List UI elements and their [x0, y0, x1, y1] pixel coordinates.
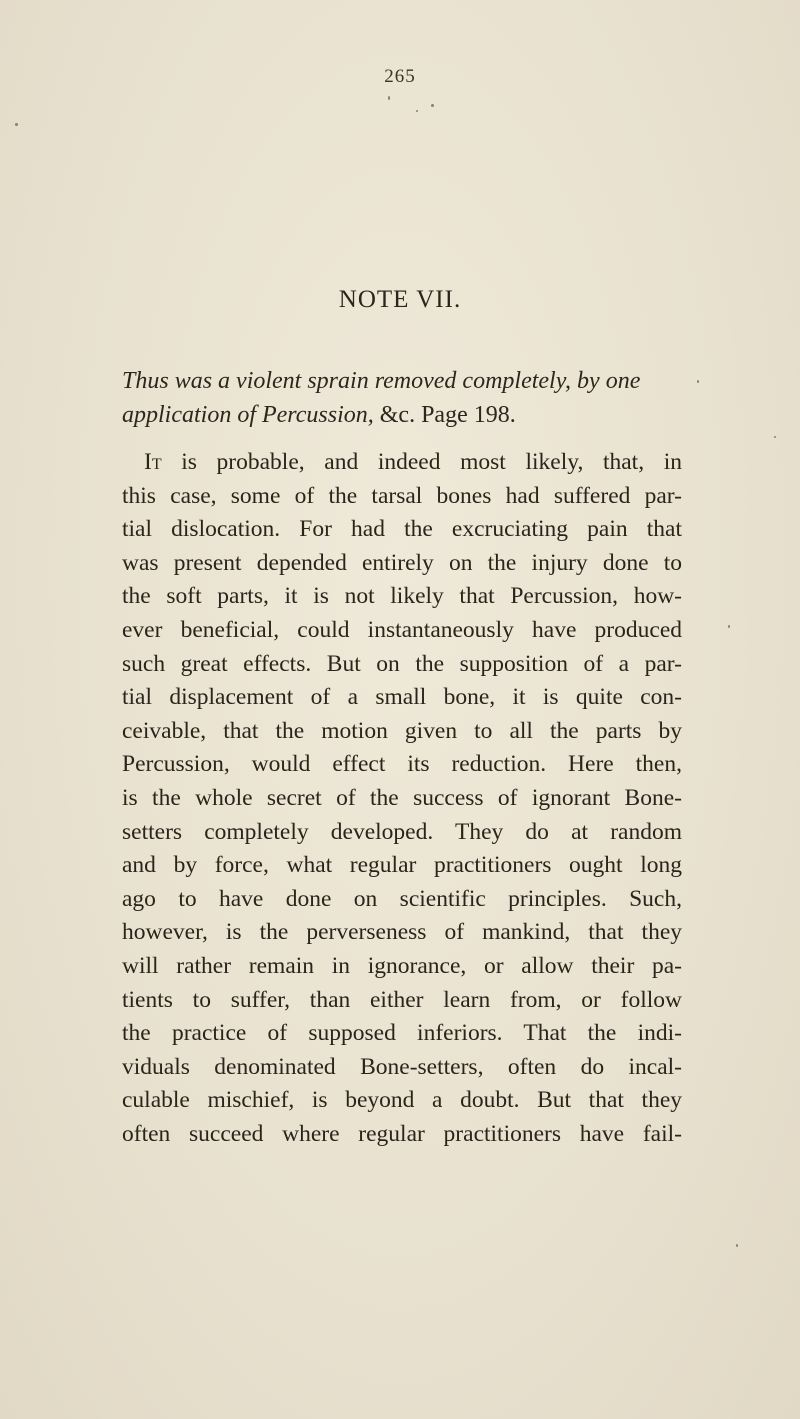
epigraph-line-2 — [122, 398, 682, 432]
body-line-8: tial displacement of a small bone, it is quite con- — [122, 684, 682, 711]
body-line-1: It is probable, and indeed most likely, that, in — [144, 449, 682, 475]
epigraph-line-1: Thus was a violent sprain removed completely, by one — [122, 368, 641, 394]
body-line-21: often succeed where regular practitioners have fail- — [122, 1120, 682, 1147]
page-number: 265 — [384, 66, 416, 87]
body-paragraph — [122, 446, 682, 1151]
body-line-13: and by force, what regular practitioners ought long — [122, 852, 682, 879]
body-line-3: tial dislocation. For had the excruciating pain that — [122, 516, 682, 543]
body-line-16: will rather remain in ignorance, or allow their pa- — [122, 952, 682, 979]
body-line-15: however, is the perverseness of mankind, that they — [122, 919, 682, 946]
epigraph-page-reference: &c. Page 198. — [373, 402, 516, 428]
body-line-10: Percussion, would effect its reduction. Here then, — [122, 751, 682, 778]
note-heading: NOTE VII. — [338, 286, 462, 313]
body-line-11: is the whole secret of the success of ignorant Bone- — [122, 784, 682, 811]
body-line-20: culable mischief, is beyond a doubt. But that they — [122, 1087, 682, 1114]
epigraph-line-2-italic: application of Percussion, — [122, 402, 374, 428]
body-line-9: ceivable, that the motion given to all the parts by — [122, 717, 682, 744]
body-line-12: setters completely developed. They do at random — [122, 818, 682, 845]
body-line-14: ago to have done on scientific principles. Such, — [122, 885, 682, 912]
body-line-7: such great effects. But on the supposition of a par- — [122, 650, 682, 677]
body-line-19: viduals denominated Bone-setters, often do incal- — [122, 1053, 682, 1080]
body-line-5: the soft parts, it is not likely that Percussion, how- — [122, 583, 682, 610]
body-line-2: this case, some of the tarsal bones had suffered par- — [122, 482, 682, 509]
first-word: It — [144, 449, 162, 475]
body-line-6: ever beneficial, could instantaneously have produced — [122, 616, 682, 643]
epigraph-quote — [122, 364, 682, 432]
body-line-18: the practice of supposed inferiors. That the indi- — [122, 1020, 682, 1047]
body-line-17: tients to suffer, than either learn from, or follow — [122, 986, 682, 1013]
body-line-4: was present depended entirely on the injury done to — [122, 549, 682, 576]
